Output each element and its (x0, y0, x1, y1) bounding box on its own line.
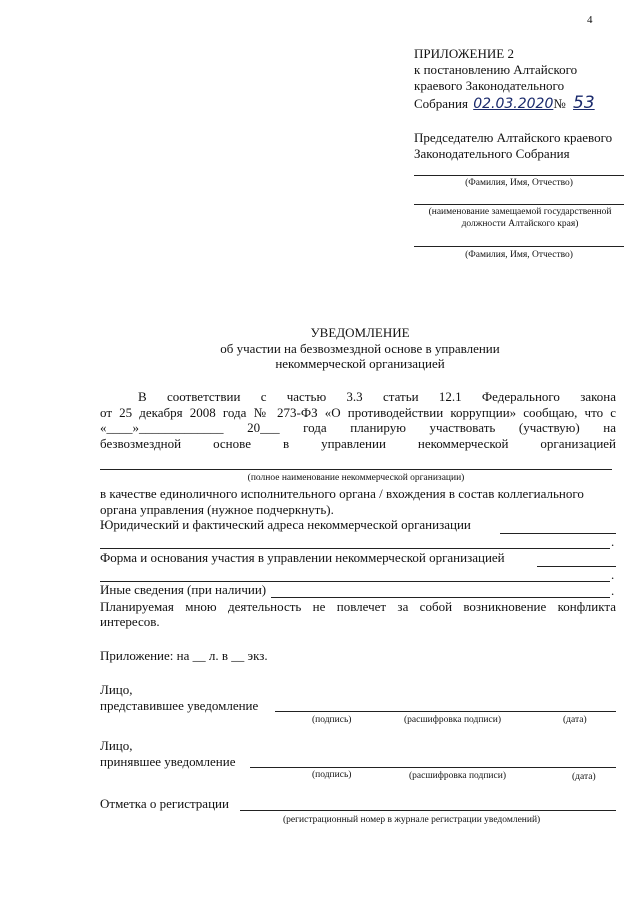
handwritten-number: 53 (573, 93, 595, 113)
receiver-cap-decode: (расшифровка подписи) (409, 771, 506, 781)
address-line-2 (100, 548, 610, 549)
conflict-line1: Планируемая мною деятельность не повлечет за собой возникновение конфликта (100, 599, 616, 614)
registration-caption: (регистрационный номер в журнале регистрации уведомлений) (283, 815, 541, 825)
receiver-label-2: принявшее уведомление (100, 754, 236, 769)
address-line-1 (500, 533, 616, 534)
paragraph1-line2: от 25 декабря 2008 года № 273-ФЗ «О противодействии коррупции» сообщаю, что с (100, 405, 616, 420)
addressee-line1: Председателю Алтайского краевого (414, 130, 613, 145)
addressee-caption-position-2: должности Алтайского края) (461, 219, 579, 229)
addressee-caption-fio-1: (Фамилия, Имя, Отчество) (465, 178, 573, 188)
submitter-cap-signature: (подпись) (312, 715, 352, 725)
paragraph1-line1: В соответствии с частью 3.3 статьи 12.1 Федерального закона (138, 389, 616, 404)
page-number: 4 (587, 14, 593, 26)
paragraph2-line1: в качестве единоличного исполнительного органа / вхождения в состав коллегиального (100, 486, 584, 501)
other-period: . (611, 583, 615, 598)
appendix-sobraniya: Собрания (414, 96, 468, 111)
submitter-cap-decode: (расшифровка подписи) (404, 715, 501, 725)
addressee-fio-line-2 (414, 246, 624, 247)
address-label: Юридический и фактический адреса некоммерческой организации (100, 517, 471, 532)
notice-subtitle-1: об участии на безвозмездной основе в управлении (220, 341, 500, 356)
other-label: Иные сведения (при наличии) (100, 582, 267, 597)
receiver-cap-signature: (подпись) (312, 770, 352, 780)
appendix-line1: к постановлению Алтайского (414, 62, 578, 77)
receiver-signature-line (250, 767, 616, 768)
receiver-label-1: Лицо, (100, 738, 133, 753)
address-period: . (611, 534, 615, 549)
addressee-caption-fio-2: (Фамилия, Имя, Отчество) (465, 250, 573, 260)
conflict-line2: интересов. (100, 614, 160, 629)
addressee-caption-position-1: (наименование замещаемой государственной (428, 207, 612, 217)
submitter-cap-date: (дата) (563, 715, 587, 725)
registration-label: Отметка о регистрации (100, 796, 229, 811)
attachment-line: Приложение: на __ л. в __ экз. (100, 648, 268, 663)
addressee-fio-line-1 (414, 175, 624, 176)
form-label: Форма и основания участия в управлении некоммерческой организацией (100, 550, 505, 565)
appendix-line3 (414, 93, 595, 113)
form-line-1 (537, 566, 616, 567)
submitter-label-1: Лицо, (100, 682, 133, 697)
notice-title: УВЕДОМЛЕНИЕ (310, 325, 410, 340)
paragraph1-line4: безвозмездной основе в управлении некоммерческой организацией (100, 436, 616, 451)
appendix-title: ПРИЛОЖЕНИЕ 2 (414, 46, 514, 61)
other-line (271, 597, 610, 598)
number-sign: № (553, 96, 566, 111)
org-name-line (100, 469, 612, 470)
handwritten-date: 02.03.2020 (473, 96, 554, 112)
registration-line (240, 810, 616, 811)
receiver-cap-date: (дата) (572, 772, 596, 782)
appendix-line2: краевого Законодательного (414, 78, 565, 93)
form-period: . (611, 567, 615, 582)
addressee-position-line (414, 204, 624, 205)
paragraph2-line2: органа управления (нужное подчеркнуть). (100, 502, 334, 517)
notice-subtitle-2: некоммерческой организацией (275, 356, 445, 371)
submitter-label-2: представившее уведомление (100, 698, 259, 713)
addressee-line2: Законодательного Собрания (414, 146, 570, 161)
submitter-signature-line (275, 711, 616, 712)
paragraph1-line3: «____»_____________ 20___ года планирую участвовать (участвую) на (100, 420, 616, 435)
org-name-caption: (полное наименование некоммерческой организации) (247, 473, 465, 483)
